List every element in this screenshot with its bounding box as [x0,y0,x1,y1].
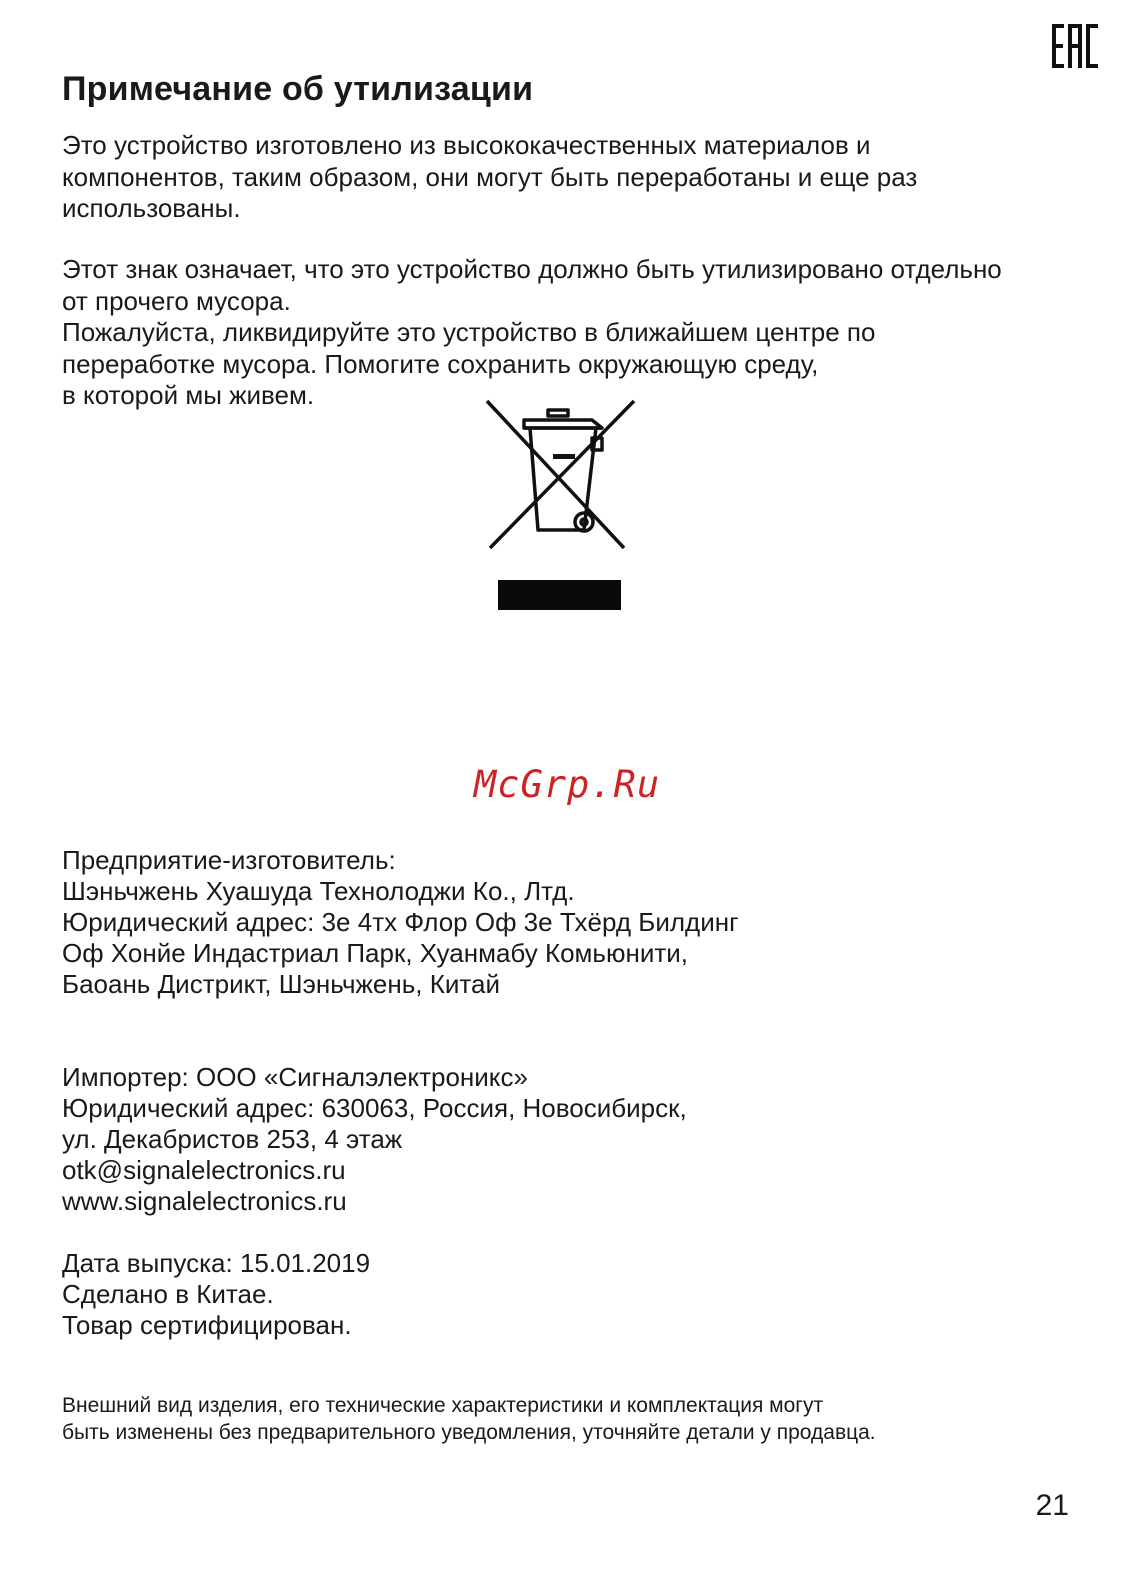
importer-info [62,1062,687,1217]
text-line: Баоань Дистрикт, Шэньчжень, Китай [62,969,501,999]
text-line: Внешний вид изделия, его технические характеристики и комплектация могут [62,1394,824,1417]
text-line: Оф Хонйе Индастриал Парк, Хуанмабу Комьюнити, [62,938,689,968]
text-line: от прочего мусора. [62,285,291,316]
manufacturer-info [62,845,739,1000]
text-line: Пожалуйста, ликвидируйте это устройство в ближайшем центре по [62,317,876,347]
page-number: 21 [1035,1489,1069,1522]
disclaimer-note [62,1392,876,1446]
eac-mark-icon [1052,24,1100,68]
text-line: ул. Декабристов 253, 4 этаж [62,1124,403,1154]
made-in-text: Сделано в Китае. [62,1279,274,1309]
text-line: в которой мы живем. [62,380,315,410]
crossed-out-wheelie-bin-icon [484,398,640,616]
email-text: otk@signalelectronics.ru [62,1155,346,1185]
text-line: Шэньчжень Хуашуда Технолоджи Ко., Лтд. [62,876,575,906]
text-line: Юридический адрес: 630063, Россия, Новосибирск, [62,1093,687,1123]
text-line: Этот знак означает, что это устройство должно быть утилизировано отдельно [62,254,1002,284]
text-line: Юридический адрес: 3е 4тх Флор Оф 3е Тхёрд Билдинг [62,907,739,937]
text-line: компонентов, таким образом, они могут быть переработаны и еще раз [62,161,918,192]
release-date: Дата выпуска: 15.01.2019 [62,1248,371,1278]
page-title: Примечание об утилизации [62,70,534,108]
release-info [62,1248,370,1341]
text-line: Импортер: ООО «Сигналэлектроникс» [62,1062,528,1092]
certified-text: Товар сертифицирован. [62,1310,352,1340]
text-line: Предприятие-изготовитель: [62,845,396,875]
watermark-text: McGrp.Ru [473,763,661,806]
text-line: быть изменены без предварительного уведомления, уточняйте детали у продавца. [62,1421,876,1444]
recycling-paragraph [62,130,1102,225]
text-line: Это устройство изготовлено из высококачественных материалов и [62,130,871,160]
text-line: использованы. [62,193,241,223]
website-text: www.signalelectronics.ru [62,1186,347,1216]
text-line: переработке мусора. Помогите сохранить окружающую среду, [62,348,819,379]
disposal-paragraph [62,254,1102,412]
